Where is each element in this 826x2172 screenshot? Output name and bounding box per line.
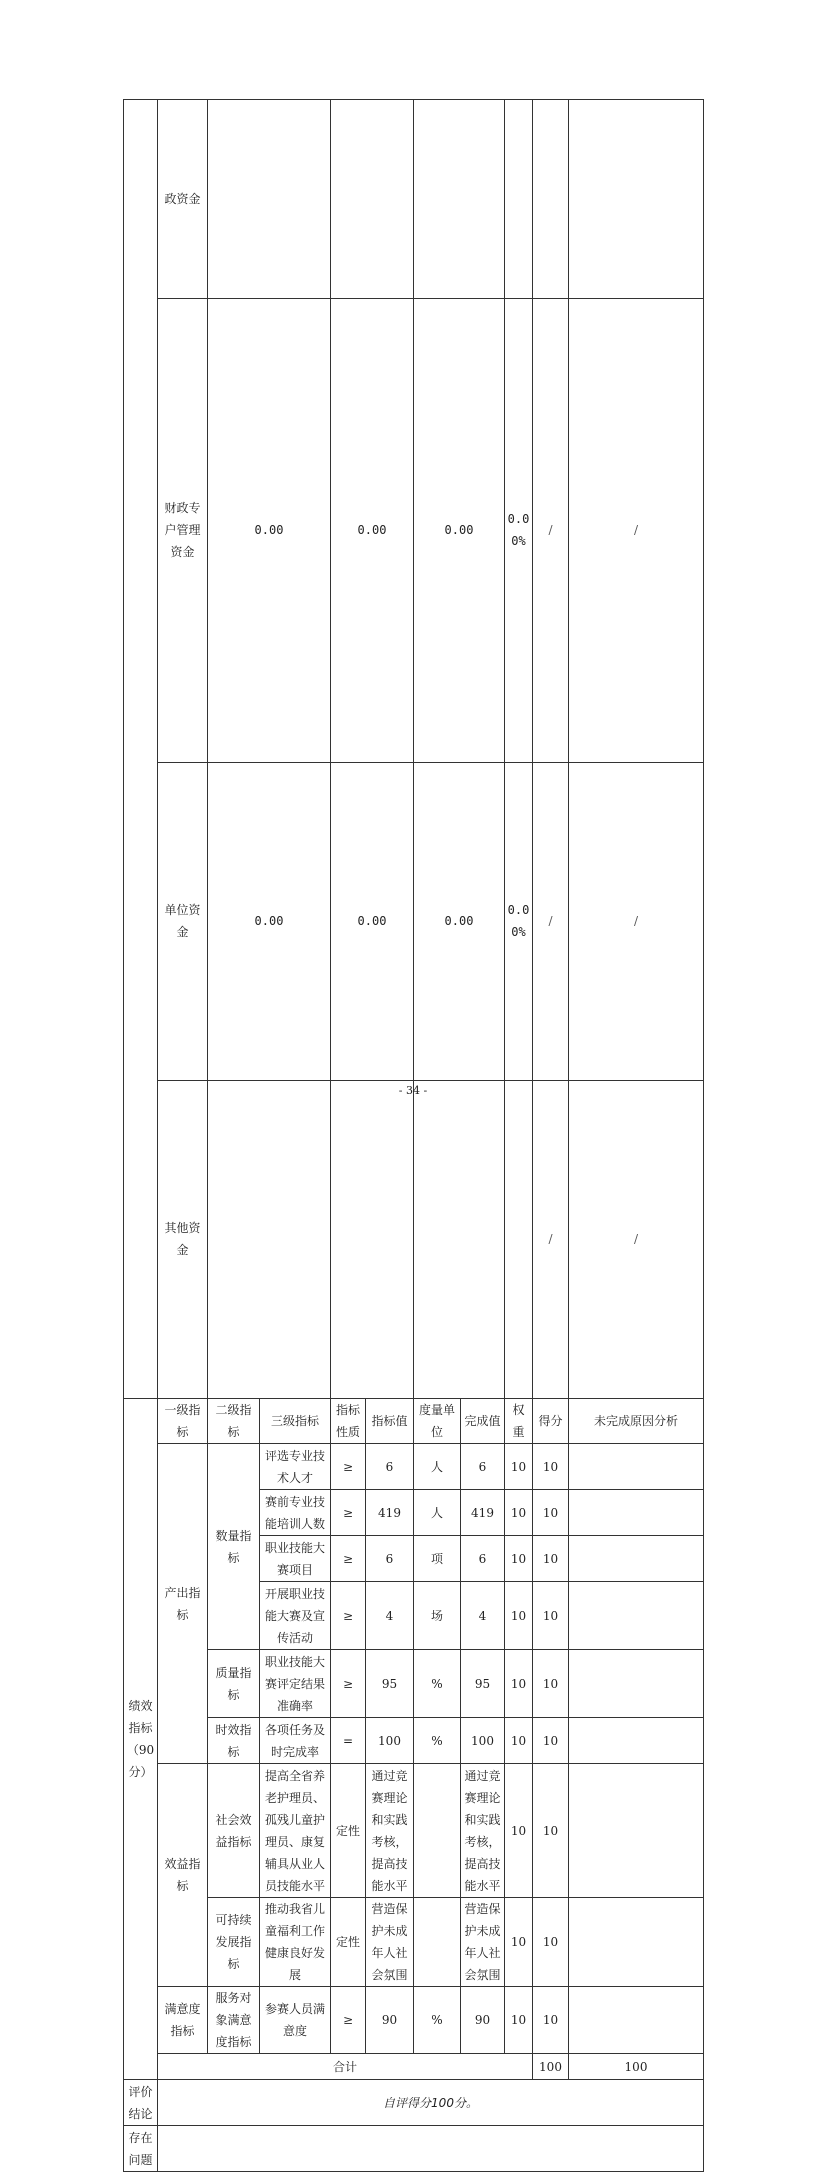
indicator-done: 90	[461, 1987, 505, 2054]
indicator-name: 推动我省儿童福利工作健康良好发展	[260, 1898, 331, 1987]
indicator-reason	[569, 1444, 704, 1490]
indicator-nature: ≥	[331, 1582, 366, 1650]
performance-section-label: 绩效指标（90分）	[124, 1399, 158, 2080]
quantity-indicator-label: 数量指标	[208, 1444, 260, 1650]
indicator-nature: ≥	[331, 1987, 366, 2054]
satisfaction-indicator-label: 满意度指标	[158, 1987, 208, 2054]
total-label: 合计	[158, 2054, 533, 2080]
service-satisfaction-label: 服务对象满意度指标	[208, 1987, 260, 2054]
indicator-name: 提高全省养老护理员、孤残儿童护理员、康复辅具从业人员技能水平	[260, 1764, 331, 1898]
fund-value: 0.00	[414, 298, 505, 762]
indicator-unit	[414, 1764, 461, 1898]
fund-row-label: 政资金	[158, 100, 208, 299]
indicator-weight: 10	[505, 1582, 533, 1650]
indicator-unit	[414, 1898, 461, 1987]
indicator-unit: %	[414, 1987, 461, 2054]
indicator-score: 10	[533, 1444, 569, 1490]
indicator-nature: 定性	[331, 1898, 366, 1987]
indicator-unit: %	[414, 1718, 461, 1764]
header-cell: 权重	[505, 1399, 533, 1444]
indicator-nature: =	[331, 1718, 366, 1764]
indicator-unit: 人	[414, 1444, 461, 1490]
header-cell: 指标值	[366, 1399, 414, 1444]
indicator-value: 6	[366, 1536, 414, 1582]
total-weight: 100	[533, 2054, 569, 2080]
indicator-value: 419	[366, 1490, 414, 1536]
indicator-reason	[569, 1987, 704, 2054]
output-indicator-label: 产出指标	[158, 1444, 208, 1764]
indicator-name: 职业技能大赛评定结果准确率	[260, 1650, 331, 1718]
header-cell: 三级指标	[260, 1399, 331, 1444]
fund-weight: /	[533, 762, 569, 1080]
indicator-reason	[569, 1490, 704, 1536]
indicator-done: 4	[461, 1582, 505, 1650]
fund-row-label: 单位资金	[158, 762, 208, 1080]
indicator-score: 10	[533, 1764, 569, 1898]
indicator-score: 10	[533, 1582, 569, 1650]
header-cell: 未完成原因分析	[569, 1399, 704, 1444]
indicator-reason	[569, 1898, 704, 1987]
fund-value: 0.00	[208, 298, 331, 762]
social-indicator-label: 社会效益指标	[208, 1764, 260, 1898]
indicator-name: 评选专业技术人才	[260, 1444, 331, 1490]
indicator-weight: 10	[505, 1898, 533, 1987]
indicator-weight: 10	[505, 1764, 533, 1898]
indicator-done: 100	[461, 1718, 505, 1764]
indicator-unit: 项	[414, 1536, 461, 1582]
indicator-reason	[569, 1582, 704, 1650]
total-score: 100	[569, 2054, 704, 2080]
indicator-score: 10	[533, 1650, 569, 1718]
fund-value: 0.00	[414, 762, 505, 1080]
issues-label: 存在问题	[124, 2126, 158, 2172]
indicator-value: 95	[366, 1650, 414, 1718]
indicator-value: 6	[366, 1444, 414, 1490]
header-cell: 二级指标	[208, 1399, 260, 1444]
fund-value: 0.00	[331, 298, 414, 762]
indicator-done: 419	[461, 1490, 505, 1536]
indicator-nature: ≥	[331, 1650, 366, 1718]
indicator-weight: 10	[505, 1490, 533, 1536]
indicator-unit: %	[414, 1650, 461, 1718]
indicator-value: 营造保护未成年人社会氛围	[366, 1898, 414, 1987]
indicator-weight: 10	[505, 1987, 533, 2054]
evaluation-text: 自评得分100分。	[158, 2080, 704, 2126]
indicator-unit: 场	[414, 1582, 461, 1650]
indicator-score: 10	[533, 1987, 569, 2054]
indicator-done: 95	[461, 1650, 505, 1718]
sustainability-indicator-label: 可持续发展指标	[208, 1898, 260, 1987]
header-cell: 完成值	[461, 1399, 505, 1444]
fund-score: /	[569, 1080, 704, 1398]
fund-score: /	[569, 762, 704, 1080]
indicator-reason	[569, 1650, 704, 1718]
indicator-nature: ≥	[331, 1536, 366, 1582]
benefit-indicator-label: 效益指标	[158, 1764, 208, 1987]
fund-row-label: 财政专户管理资金	[158, 298, 208, 762]
header-cell: 得分	[533, 1399, 569, 1444]
indicator-done: 6	[461, 1536, 505, 1582]
header-cell: 一级指标	[158, 1399, 208, 1444]
indicator-value: 4	[366, 1582, 414, 1650]
indicator-reason	[569, 1764, 704, 1898]
header-cell: 指标性质	[331, 1399, 366, 1444]
indicator-weight: 10	[505, 1536, 533, 1582]
fund-score: /	[569, 298, 704, 762]
quality-indicator-label: 质量指标	[208, 1650, 260, 1718]
issues-text	[158, 2126, 704, 2172]
indicator-unit: 人	[414, 1490, 461, 1536]
indicator-value: 通过竞赛理论和实践考核，提高技能水平	[366, 1764, 414, 1898]
indicator-name: 开展职业技能大赛及宣传活动	[260, 1582, 331, 1650]
indicator-name: 各项任务及时完成率	[260, 1718, 331, 1764]
header-cell: 度量单位	[414, 1399, 461, 1444]
indicator-done: 通过竞赛理论和实践考核，提高技能水平	[461, 1764, 505, 1898]
fund-rate: 0.00%	[505, 298, 533, 762]
fund-weight: /	[533, 1080, 569, 1398]
indicator-score: 10	[533, 1490, 569, 1536]
indicator-weight: 10	[505, 1718, 533, 1764]
indicator-weight: 10	[505, 1650, 533, 1718]
indicator-reason	[569, 1536, 704, 1582]
indicator-nature: ≥	[331, 1444, 366, 1490]
indicator-nature: 定性	[331, 1764, 366, 1898]
indicator-value: 90	[366, 1987, 414, 2054]
evaluation-label: 评价结论	[124, 2080, 158, 2126]
indicator-reason	[569, 1718, 704, 1764]
indicator-score: 10	[533, 1898, 569, 1987]
indicator-done: 6	[461, 1444, 505, 1490]
fund-value: 0.00	[208, 762, 331, 1080]
fund-rate: 0.00%	[505, 762, 533, 1080]
timeliness-indicator-label: 时效指标	[208, 1718, 260, 1764]
fund-weight: /	[533, 298, 569, 762]
funds-section-label	[124, 100, 158, 1399]
performance-table	[123, 99, 704, 2172]
indicator-score: 10	[533, 1536, 569, 1582]
indicator-name: 参赛人员满意度	[260, 1987, 331, 2054]
indicator-done: 营造保护未成年人社会氛围	[461, 1898, 505, 1987]
indicator-value: 100	[366, 1718, 414, 1764]
indicator-score: 10	[533, 1718, 569, 1764]
indicator-name: 赛前专业技能培训人数	[260, 1490, 331, 1536]
fund-value: 0.00	[331, 762, 414, 1080]
indicator-nature: ≥	[331, 1490, 366, 1536]
indicator-weight: 10	[505, 1444, 533, 1490]
indicator-name: 职业技能大赛项目	[260, 1536, 331, 1582]
fund-row-label: 其他资金	[158, 1080, 208, 1398]
page-number: - 34 -	[398, 1084, 428, 1097]
